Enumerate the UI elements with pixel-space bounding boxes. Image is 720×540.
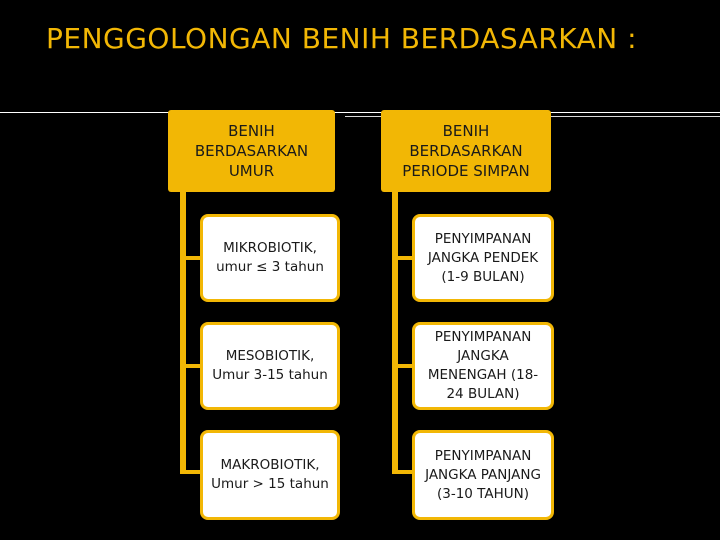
column-1-item-mesobiotic: MESOBIOTIK, Umur 3-15 tahun [200,322,340,410]
title-divider [0,112,720,113]
column-2-item-medium-term: PENYIMPANAN JANGKA MENENGAH (18-24 BULAN) [412,322,554,410]
column-2-connector-branch [392,256,414,260]
column-1-header: BENIH BERDASARKAN UMUR [168,110,335,192]
column-2-header: BENIH BERDASARKAN PERIODE SIMPAN [381,110,551,192]
column-2-item-short-term: PENYIMPANAN JANGKA PENDEK (1-9 BULAN) [412,214,554,302]
column-2-connector-branch [392,470,414,474]
column-1-item-microbiotic: MIKROBIOTIK, umur ≤ 3 tahun [200,214,340,302]
column-2-connector-branch [392,364,414,368]
column-1-connector-trunk [180,190,186,474]
column-2-item-long-term: PENYIMPANAN JANGKA PANJANG (3-10 TAHUN) [412,430,554,520]
column-1-item-macrobiotic: MAKROBIOTIK, Umur > 15 tahun [200,430,340,520]
slide-title: PENGGOLONGAN BENIH BERDASARKAN : [46,22,638,55]
column-2-connector-trunk [392,190,398,474]
